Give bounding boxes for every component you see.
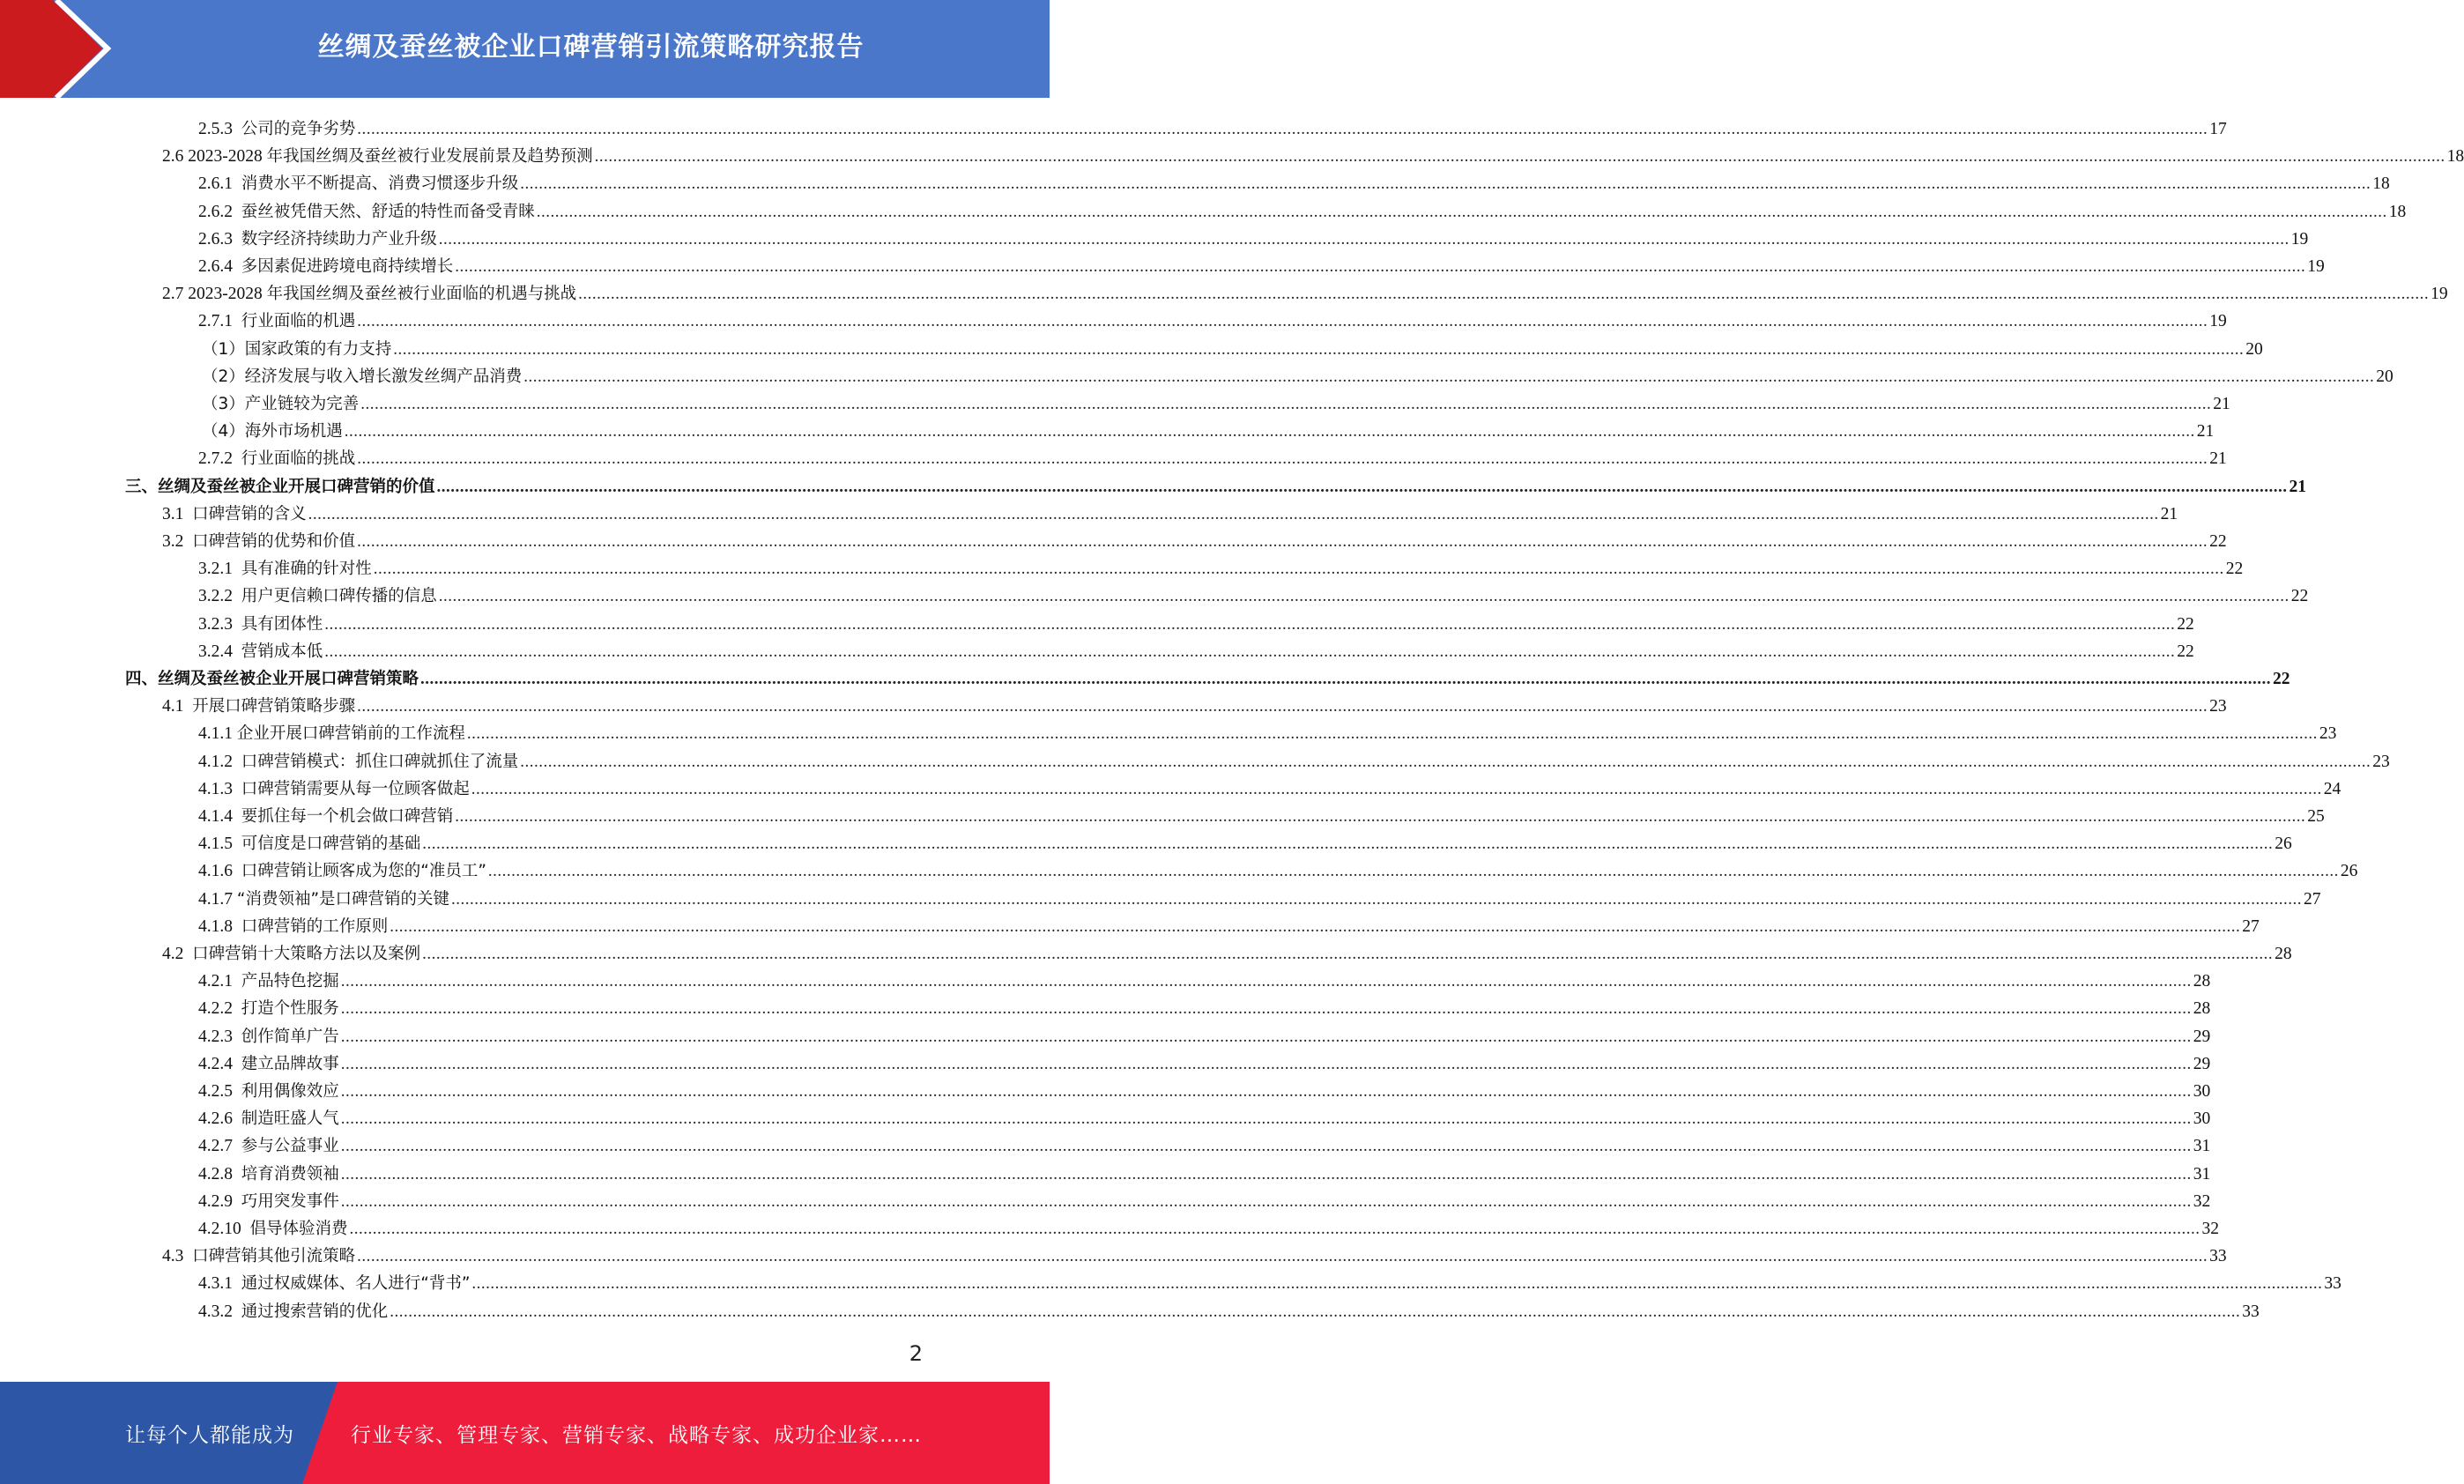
toc-entry-page: 22 xyxy=(2273,670,2290,688)
toc-dot-leader: ................................................................................................................................................................................................................................................................................................................................................................................................................ xyxy=(340,1027,2192,1046)
toc-entry-number: 4.3.2 xyxy=(198,1302,241,1321)
toc-entry[interactable] xyxy=(198,883,2321,910)
toc-entry[interactable] xyxy=(162,1240,2227,1267)
toc-entry[interactable] xyxy=(162,140,2464,167)
toc-entry-page: 21 xyxy=(2160,504,2178,523)
toc-entry-number: 4.2.5 xyxy=(198,1082,241,1101)
toc-entry-page: 23 xyxy=(2209,697,2227,716)
toc-entry-title: 数字经济持续助力产业升级 xyxy=(241,229,437,249)
toc-entry-page: 32 xyxy=(2201,1220,2220,1238)
toc-dot-leader: ................................................................................................................................................................................................................................................................................................................................................................................................................ xyxy=(340,1164,2192,1183)
toc-entry-number: 4.1.2 xyxy=(198,752,241,771)
toc-entry[interactable] xyxy=(202,333,2263,360)
toc-entry-title: 参与公益事业 xyxy=(241,1137,339,1156)
toc-entry-page: 28 xyxy=(2193,972,2211,991)
toc-entry-title: 四、丝绸及蚕丝被企业开展口碑营销策略 xyxy=(125,670,419,688)
toc-entry-page: 29 xyxy=(2193,1027,2211,1046)
header-arrow-decoration xyxy=(0,0,141,98)
toc-entry-number: 4.2.2 xyxy=(198,999,241,1019)
toc-dot-leader: ................................................................................................................................................................................................................................................................................................................................................................................................................ xyxy=(487,862,2339,881)
toc-entry[interactable] xyxy=(198,773,2342,800)
toc-entry[interactable] xyxy=(198,855,2358,882)
toc-entry-number: 2.6.4 xyxy=(198,257,241,276)
toc-entry-number: 2.7 2023-2028 xyxy=(162,285,267,304)
toc-entry[interactable] xyxy=(198,250,2325,278)
toc-dot-leader: ................................................................................................................................................................................................................................................................................................................................................................................................................ xyxy=(373,560,2224,579)
toc-entry-number: 3.2.4 xyxy=(198,642,241,661)
toc-entry-title: 口碑营销让顾客成为您的“准员工” xyxy=(241,862,486,881)
toc-entry[interactable] xyxy=(198,1267,2342,1295)
toc-entry-title: 口碑营销的工作原则 xyxy=(241,916,389,936)
toc-entry-page: 28 xyxy=(2193,999,2211,1019)
toc-entry-number: 3.1 xyxy=(162,504,193,523)
toc-entry-number: 2.5.3 xyxy=(198,120,241,138)
toc-entry-title: 利用偶像效应 xyxy=(241,1082,339,1101)
toc-entry-number: 4.1 xyxy=(162,697,193,716)
toc-dot-leader: ................................................................................................................................................................................................................................................................................................................................................................................................................ xyxy=(349,1220,2201,1238)
toc-dot-leader: ................................................................................................................................................................................................................................................................................................................................................................................................................ xyxy=(340,1109,2192,1129)
toc-entry[interactable] xyxy=(198,992,2211,1020)
toc-dot-leader: ................................................................................................................................................................................................................................................................................................................................................................................................................ xyxy=(344,422,2195,441)
toc-dot-leader: ................................................................................................................................................................................................................................................................................................................................................................................................................ xyxy=(324,614,2176,634)
toc-dot-leader: ................................................................................................................................................................................................................................................................................................................................................................................................................ xyxy=(393,339,2245,359)
toc-entry-number: 2.6 2023-2028 xyxy=(162,147,267,167)
toc-entry-title: 口碑营销十大策略方法以及案例 xyxy=(192,945,421,963)
toc-entry[interactable] xyxy=(198,1295,2260,1323)
toc-entry[interactable] xyxy=(198,1020,2211,1048)
toc-entry[interactable] xyxy=(198,608,2194,635)
toc-entry-title: 倡导体验消费 xyxy=(249,1220,348,1238)
toc-entry[interactable] xyxy=(162,938,2292,965)
toc-entry-number: 4.2.3 xyxy=(198,1027,241,1046)
toc-entry-title: 巧用突发事件 xyxy=(241,1191,339,1211)
toc-entry-title: 制造旺盛人气 xyxy=(241,1109,339,1129)
toc-entry[interactable] xyxy=(202,388,2230,415)
toc-entry-number: 4.2.8 xyxy=(198,1164,241,1183)
toc-dot-leader: ................................................................................................................................................................................................................................................................................................................................................................................................................ xyxy=(520,752,2371,771)
toc-entry-number: 2.6.2 xyxy=(198,202,241,221)
toc-entry-page: 18 xyxy=(2388,202,2407,221)
footer-slogan-right: 行业专家、管理专家、营销专家、战略专家、成功企业家…… xyxy=(351,1423,922,1447)
toc-entry-title: （4）海外市场机遇 xyxy=(202,422,343,441)
toc-entry-page: 22 xyxy=(2225,560,2244,579)
toc-entry-number: 4.1.7 xyxy=(198,889,237,909)
toc-entry-page: 22 xyxy=(2177,642,2194,661)
toc-entry-number: 4.2.4 xyxy=(198,1054,241,1073)
toc-entry-page: 22 xyxy=(2177,614,2194,634)
toc-entry[interactable] xyxy=(162,278,2448,305)
toc-entry-page: 33 xyxy=(2242,1302,2260,1321)
toc-entry-title: 年我国丝绸及蚕丝被行业面临的机遇与挑战 xyxy=(266,285,577,304)
toc-entry-page: 20 xyxy=(2376,367,2393,386)
toc-entry[interactable] xyxy=(198,1102,2211,1130)
toc-entry[interactable] xyxy=(198,167,2390,195)
toc-dot-leader: ................................................................................................................................................................................................................................................................................................................................................................................................................ xyxy=(324,642,2176,661)
page-number: 2 xyxy=(909,1341,923,1366)
toc-dot-leader: ................................................................................................................................................................................................................................................................................................................................................................................................................ xyxy=(438,587,2290,606)
toc-entry-title: 口碑营销其他引流策略 xyxy=(192,1247,356,1266)
toc-dot-leader: ................................................................................................................................................................................................................................................................................................................................................................................................................ xyxy=(340,1191,2192,1211)
toc-entry-page: 22 xyxy=(2290,587,2309,606)
toc-dot-leader: ................................................................................................................................................................................................................................................................................................................................................................................................................ xyxy=(357,697,2208,716)
toc-entry-page: 18 xyxy=(2446,147,2464,167)
toc-entry[interactable] xyxy=(198,196,2407,223)
toc-entry-title: 蚕丝被凭借天然、舒适的特性而备受青睐 xyxy=(241,202,535,221)
toc-entry-title: 消费水平不断提高、消费习惯逐步升级 xyxy=(241,174,519,194)
toc-entry-title: “消费领袖”是口碑营销的关键 xyxy=(236,889,450,909)
toc-entry-number: 4.2.10 xyxy=(198,1220,250,1238)
toc-dot-leader: ................................................................................................................................................................................................................................................................................................................................................................................................................ xyxy=(455,807,2306,826)
toc-entry[interactable] xyxy=(198,1213,2220,1240)
toc-entry-number: 2.6.3 xyxy=(198,229,241,249)
toc-entry-title: 通过搜索营销的优化 xyxy=(241,1302,389,1321)
toc-entry-title: （3）产业链较为完善 xyxy=(202,395,360,413)
toc-entry-number: 4.3 xyxy=(162,1247,193,1266)
toc-dot-leader: ................................................................................................................................................................................................................................................................................................................................................................................................................ xyxy=(520,174,2371,194)
toc-entry[interactable] xyxy=(198,1158,2211,1185)
toc-entry-page: 28 xyxy=(2275,945,2292,963)
toc-dot-leader: ................................................................................................................................................................................................................................................................................................................................................................................................................ xyxy=(340,999,2192,1019)
toc-entry[interactable] xyxy=(198,635,2194,663)
toc-entry-page: 31 xyxy=(2193,1137,2211,1156)
toc-entry-title: 用户更信赖口碑传播的信息 xyxy=(241,587,437,606)
toc-entry[interactable] xyxy=(162,525,2227,553)
toc-entry-title: 行业面临的挑战 xyxy=(241,449,356,469)
toc-entry-page: 33 xyxy=(2209,1247,2227,1266)
toc-dot-leader: ................................................................................................................................................................................................................................................................................................................................................................................................................ xyxy=(308,504,2159,523)
toc-entry[interactable] xyxy=(202,360,2393,388)
toc-entry-page: 30 xyxy=(2193,1109,2211,1129)
toc-entry-number: 4.2.9 xyxy=(198,1191,241,1211)
toc-entry-number: 4.2.1 xyxy=(198,972,241,991)
toc-entry-title: 年我国丝绸及蚕丝被行业发展前景及趋势预测 xyxy=(266,147,593,167)
toc-entry-page: 18 xyxy=(2372,174,2390,194)
toc-dot-leader: ................................................................................................................................................................................................................................................................................................................................................................................................................ xyxy=(357,532,2208,551)
toc-entry[interactable] xyxy=(125,663,2290,690)
report-header xyxy=(0,0,1050,98)
toc-dot-leader: ................................................................................................................................................................................................................................................................................................................................................................................................................ xyxy=(360,395,2212,413)
toc-dot-leader: ................................................................................................................................................................................................................................................................................................................................................................................................................ xyxy=(357,120,2208,138)
toc-entry-number: 2.7.2 xyxy=(198,449,241,469)
toc-entry-number: 3.2.1 xyxy=(198,560,241,579)
toc-entry-number: 4.2 xyxy=(162,945,193,963)
toc-entry-title: 三、丝绸及蚕丝被企业开展口碑营销的价值 xyxy=(125,477,435,496)
toc-entry-title: 培育消费领袖 xyxy=(241,1164,339,1183)
toc-dot-leader: ................................................................................................................................................................................................................................................................................................................................................................................................................ xyxy=(390,1302,2241,1321)
toc-entry-page: 29 xyxy=(2193,1054,2211,1073)
toc-dot-leader: ................................................................................................................................................................................................................................................................................................................................................................................................................ xyxy=(471,779,2322,798)
toc-entry[interactable] xyxy=(198,223,2309,250)
toc-dot-leader: ................................................................................................................................................................................................................................................................................................................................................................................................................ xyxy=(357,312,2208,331)
toc-entry-page: 21 xyxy=(2213,395,2230,413)
toc-entry-title: 可信度是口碑营销的基础 xyxy=(241,835,421,854)
toc-entry-title: （2）经济发展与收入增长激发丝绸产品消费 xyxy=(202,367,523,386)
toc-entry[interactable] xyxy=(198,1048,2211,1075)
toc-entry-title: 多因素促进跨境电商持续增长 xyxy=(241,257,454,276)
toc-entry[interactable] xyxy=(198,965,2211,992)
toc-entry-page: 21 xyxy=(2196,422,2215,441)
toc-entry-title: 公司的竞争劣势 xyxy=(241,120,356,138)
toc-entry-title: 口碑营销模式：抓住口碑就抓住了流量 xyxy=(241,752,519,771)
toc-dot-leader: ................................................................................................................................................................................................................................................................................................................................................................................................................ xyxy=(451,889,2303,909)
toc-entry-number: 2.7.1 xyxy=(198,312,241,331)
toc-entry-number: 4.1.6 xyxy=(198,862,241,881)
toc-entry-page: 31 xyxy=(2193,1164,2211,1183)
toc-entry-title: 产品特色挖掘 xyxy=(241,972,339,991)
toc-dot-leader: ................................................................................................................................................................................................................................................................................................................................................................................................................ xyxy=(578,285,2430,304)
toc-entry-title: 口碑营销的含义 xyxy=(192,504,307,523)
toc-entry-number: 3.2.2 xyxy=(198,587,241,606)
toc-dot-leader: ................................................................................................................................................................................................................................................................................................................................................................................................................ xyxy=(340,1054,2192,1073)
toc-entry-number: 4.2.7 xyxy=(198,1137,241,1156)
toc-entry-page: 17 xyxy=(2209,120,2227,138)
footer-slogan-left: 让每个人都能成为 xyxy=(125,1423,294,1447)
toc-entry-number: 4.1.4 xyxy=(198,807,241,826)
toc-entry[interactable] xyxy=(198,910,2260,938)
toc-entry-page: 30 xyxy=(2193,1082,2211,1101)
toc-dot-leader: ................................................................................................................................................................................................................................................................................................................................................................................................................ xyxy=(422,945,2274,963)
toc-dot-leader: ................................................................................................................................................................................................................................................................................................................................................................................................................ xyxy=(340,972,2192,991)
toc-dot-leader: ................................................................................................................................................................................................................................................................................................................................................................................................................ xyxy=(357,1247,2208,1266)
footer-banner xyxy=(0,1382,1050,1484)
toc-entry[interactable] xyxy=(198,800,2325,827)
toc-dot-leader: ................................................................................................................................................................................................................................................................................................................................................................................................................ xyxy=(523,367,2375,386)
toc-dot-leader: ................................................................................................................................................................................................................................................................................................................................................................................................................ xyxy=(357,449,2208,469)
toc-dot-leader: ................................................................................................................................................................................................................................................................................................................................................................................................................ xyxy=(594,147,2445,167)
toc-entry-number: 4.1.1 xyxy=(198,724,237,744)
toc-entry[interactable] xyxy=(198,827,2292,855)
toc-dot-leader: ................................................................................................................................................................................................................................................................................................................................................................................................................ xyxy=(466,724,2318,744)
toc-entry-page: 23 xyxy=(2372,752,2390,771)
toc-entry-page: 27 xyxy=(2242,916,2260,936)
toc-entry-page: 33 xyxy=(2324,1274,2342,1294)
toc-entry-page: 25 xyxy=(2307,807,2325,826)
toc-dot-leader: ................................................................................................................................................................................................................................................................................................................................................................................................................ xyxy=(340,1137,2192,1156)
toc-entry-page: 19 xyxy=(2209,312,2227,331)
toc-entry[interactable] xyxy=(198,746,2390,773)
toc-entry-title: 通过权威媒体、名人进行“背书” xyxy=(241,1274,471,1294)
toc-entry-page: 26 xyxy=(2275,835,2292,854)
toc-entry[interactable] xyxy=(198,580,2309,607)
toc-dot-leader: ................................................................................................................................................................................................................................................................................................................................................................................................................ xyxy=(340,1082,2192,1101)
toc-dot-leader: ................................................................................................................................................................................................................................................................................................................................................................................................................ xyxy=(455,257,2306,276)
toc-entry-page: 26 xyxy=(2340,862,2358,881)
toc-entry-title: 创作简单广告 xyxy=(241,1027,339,1046)
toc-entry-page: 19 xyxy=(2431,285,2448,304)
toc-entry-number: 4.1.8 xyxy=(198,916,241,936)
toc-entry[interactable] xyxy=(198,305,2227,332)
toc-entry-page: 19 xyxy=(2290,229,2309,249)
toc-dot-leader: ................................................................................................................................................................................................................................................................................................................................................................................................................ xyxy=(422,835,2274,854)
toc-entry-title: 口碑营销的优势和价值 xyxy=(192,532,356,551)
toc-dot-leader: ................................................................................................................................................................................................................................................................................................................................................................................................................ xyxy=(420,670,2272,688)
toc-entry-page: 32 xyxy=(2193,1191,2211,1211)
toc-dot-leader: ................................................................................................................................................................................................................................................................................................................................................................................................................ xyxy=(438,229,2290,249)
toc-entry[interactable] xyxy=(198,717,2337,745)
toc-entry-page: 22 xyxy=(2209,532,2227,551)
toc-entry[interactable] xyxy=(198,1185,2211,1213)
toc-entry-title: 行业面临的机遇 xyxy=(241,312,356,331)
toc-entry-number: 4.1.3 xyxy=(198,779,241,798)
toc-entry[interactable] xyxy=(198,553,2244,580)
toc-entry-title: 开展口碑营销策略步骤 xyxy=(192,697,356,716)
toc-entry-page: 20 xyxy=(2245,339,2263,359)
report-title: 丝绸及蚕丝被企业口碑营销引流策略研究报告 xyxy=(317,32,865,63)
toc-entry-title: 企业开展口碑营销前的工作流程 xyxy=(236,724,465,744)
toc-entry-title: 打造个性服务 xyxy=(241,999,339,1019)
toc-entry-title: （1）国家政策的有力支持 xyxy=(202,339,392,359)
toc-entry[interactable] xyxy=(162,498,2178,525)
toc-entry-number: 4.1.5 xyxy=(198,835,241,854)
toc-entry-number: 4.3.1 xyxy=(198,1274,241,1294)
toc-entry-title: 口碑营销需要从每一位顾客做起 xyxy=(241,779,470,798)
toc-entry[interactable] xyxy=(125,471,2307,498)
toc-entry-page: 24 xyxy=(2323,779,2342,798)
toc-entry[interactable] xyxy=(162,690,2227,717)
toc-entry-page: 27 xyxy=(2304,889,2321,909)
toc-entry-title: 要抓住每一个机会做口碑营销 xyxy=(241,807,454,826)
toc-entry-page: 19 xyxy=(2307,257,2325,276)
toc-entry[interactable] xyxy=(198,442,2227,470)
toc-entry-title: 建立品牌故事 xyxy=(241,1054,339,1073)
toc-entry[interactable] xyxy=(202,415,2215,442)
toc-entry-number: 3.2 xyxy=(162,532,193,551)
toc-dot-leader: ................................................................................................................................................................................................................................................................................................................................................................................................................ xyxy=(436,477,2288,496)
toc-entry-page: 23 xyxy=(2319,724,2337,744)
toc-entry-number: 3.2.3 xyxy=(198,614,241,634)
toc-dot-leader: ................................................................................................................................................................................................................................................................................................................................................................................................................ xyxy=(471,1274,2323,1294)
toc-dot-leader: ................................................................................................................................................................................................................................................................................................................................................................................................................ xyxy=(390,916,2241,936)
toc-entry-number: 2.6.1 xyxy=(198,174,241,194)
toc-entry-page: 21 xyxy=(2289,477,2307,496)
toc-entry-title: 具有准确的针对性 xyxy=(241,560,372,579)
toc-entry-number: 4.2.6 xyxy=(198,1109,241,1129)
toc-entry[interactable] xyxy=(198,1130,2211,1157)
toc-dot-leader: ................................................................................................................................................................................................................................................................................................................................................................................................................ xyxy=(536,202,2387,221)
toc-entry-title: 营销成本低 xyxy=(241,642,323,661)
toc-entry-page: 21 xyxy=(2209,449,2227,469)
toc-entry[interactable] xyxy=(198,1075,2211,1102)
toc-entry[interactable] xyxy=(198,113,2227,140)
toc-entry-title: 具有团体性 xyxy=(241,614,323,634)
